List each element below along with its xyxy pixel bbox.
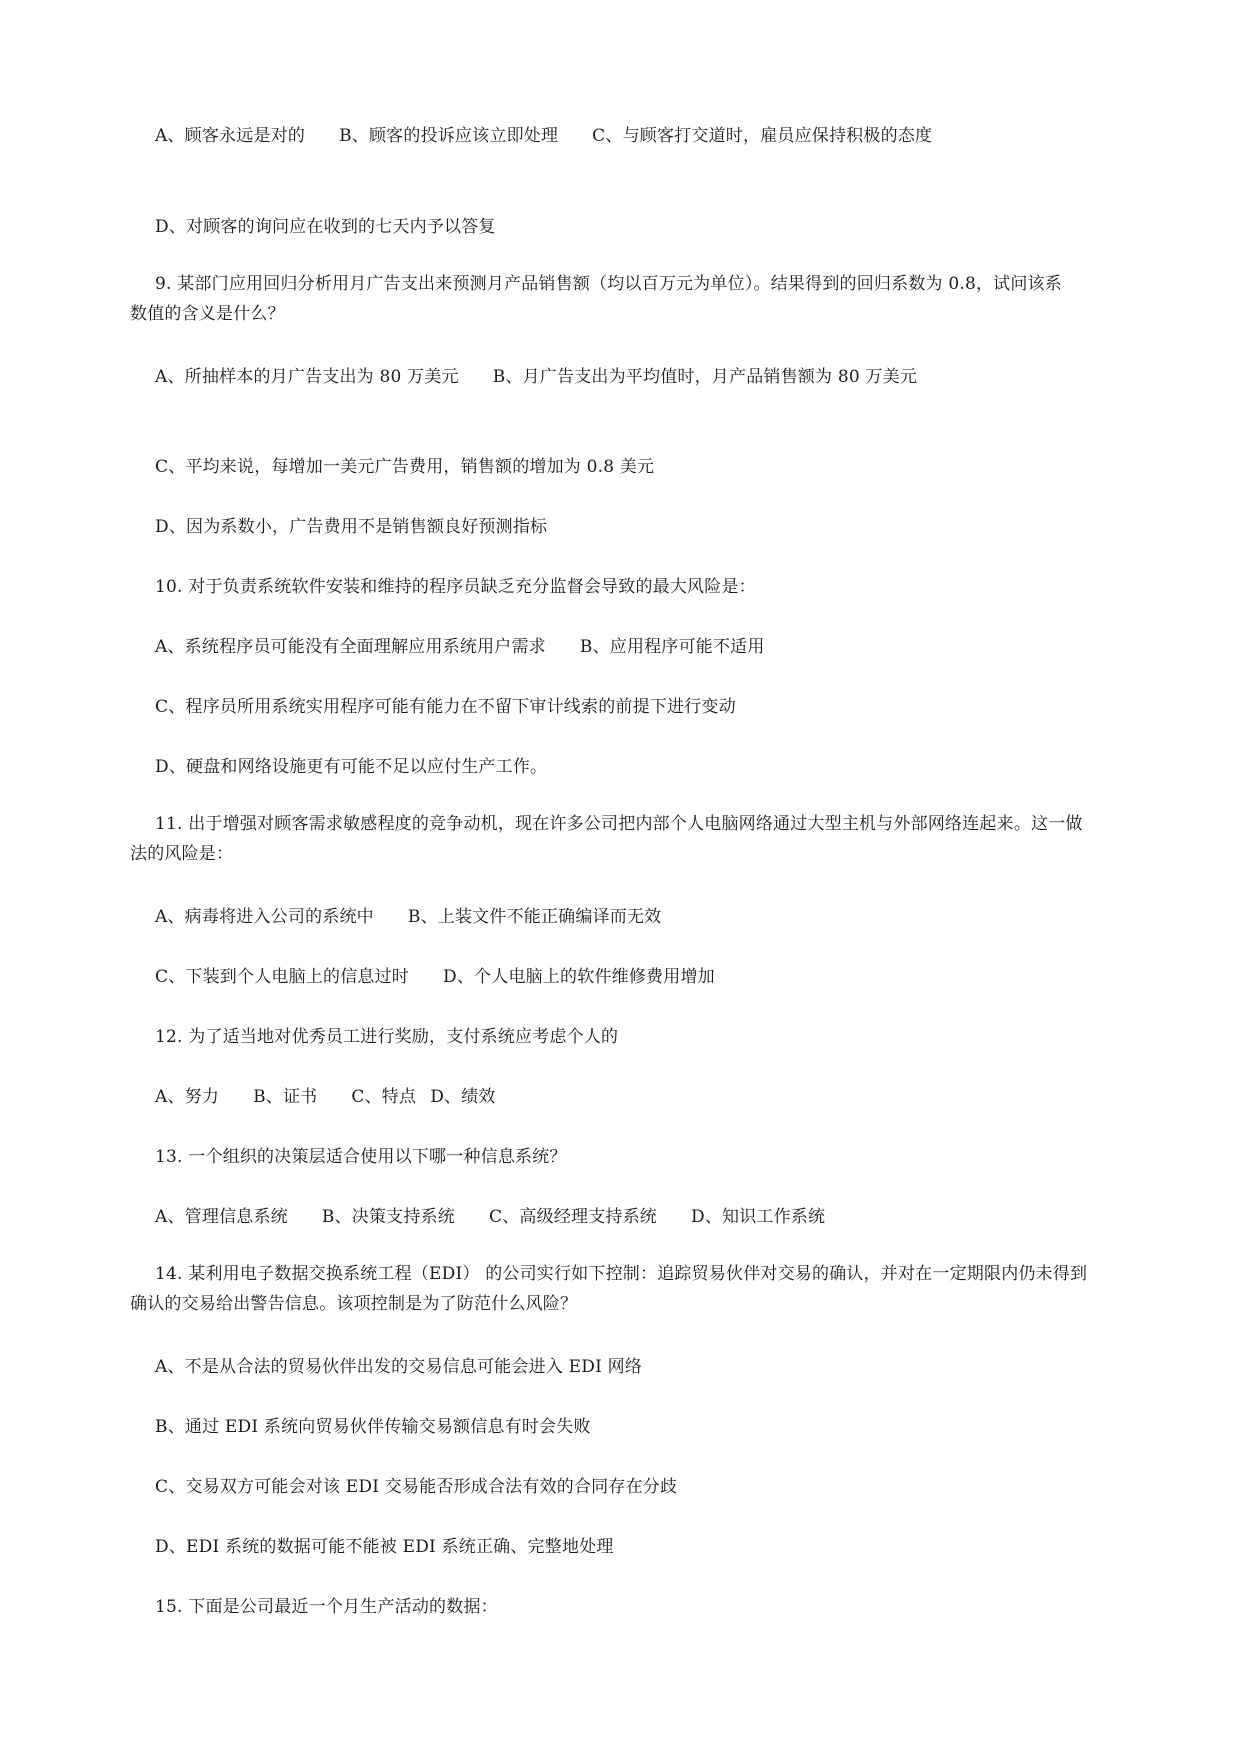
option-a: A、努力 <box>155 1087 220 1107</box>
question-10 <box>155 576 756 598</box>
option-b: B、证书 <box>253 1087 318 1107</box>
question-15 <box>155 1596 498 1618</box>
option-c: C、交易双方可能会对该 EDI 交易能否形成合法有效的合同存在分歧 <box>155 1477 678 1497</box>
option-a: A、管理信息系统 <box>155 1207 288 1227</box>
option-b: B、月广告支出为平均值时，月产品销售额为 80 万美元 <box>492 367 918 387</box>
option-d: D、个人电脑上的软件维修费用增加 <box>443 967 715 987</box>
option-d: D、绩效 <box>430 1087 496 1107</box>
option-b: B、应用程序可能不适用 <box>579 637 765 657</box>
option-c: C、高级经理支持系统 <box>488 1207 657 1227</box>
question-9 <box>130 269 1155 329</box>
option-a: A、病毒将进入公司的系统中 <box>155 907 374 927</box>
option-line-q10-d <box>155 756 547 778</box>
option-line-q11-cd <box>155 966 715 988</box>
option-d: D、因为系数小，广告费用不是销售额良好预测指标 <box>155 517 548 537</box>
option-d: D、硬盘和网络设施更有可能不足以应付生产工作。 <box>155 757 548 777</box>
option-line-q8-abc <box>155 125 932 147</box>
question-14-line-2: 确认的交易给出警告信息。该项控制是为了防范什么风险？ <box>130 1294 578 1314</box>
question-9-line-2: 数值的含义是什么？ <box>130 304 285 324</box>
option-line-q10-ab <box>155 636 765 658</box>
option-line-q8-d <box>155 216 496 238</box>
option-line-q12 <box>155 1086 496 1108</box>
option-c: C、与顾客打交道时，雇员应保持积极的态度 <box>592 126 933 146</box>
question-14 <box>130 1259 1155 1319</box>
option-line-q13 <box>155 1206 825 1228</box>
question-14-line-1: 14. 某利用电子数据交换系统工程（EDI） 的公司实行如下控制：追踪贸易伙伴对交易的确认，并对在一定期限内仍未得到 <box>155 1264 1088 1284</box>
option-b: B、通过 EDI 系统向贸易伙伴传输交易额信息有时会失败 <box>155 1417 591 1437</box>
question-11-line-2: 法的风险是： <box>130 844 234 864</box>
question-11-line-1: 11. 出于增强对顾客需求敏感程度的竞争动机，现在许多公司把内部个人电脑网络通过大型主机与外部网络连起来。这一做 <box>155 814 1083 834</box>
question-11 <box>130 809 1155 869</box>
option-c: C、特点 <box>351 1087 417 1107</box>
option-b: B、上装文件不能正确编译而无效 <box>407 907 662 927</box>
question-12-text: 12. 为了适当地对优秀员工进行奖励，支付系统应考虑个人的 <box>155 1027 619 1047</box>
question-9-line-1: 9. 某部门应用回归分析用月广告支出来预测月产品销售额（均以百万元为单位）。结果得到的回归系数为 0.8，试问该系 <box>155 274 1062 294</box>
option-b: B、决策支持系统 <box>321 1207 455 1227</box>
option-a: A、系统程序员可能没有全面理解应用系统用户需求 <box>155 637 546 657</box>
option-line-q14-a <box>155 1356 642 1378</box>
option-d: D、知识工作系统 <box>691 1207 826 1227</box>
option-line-q10-c <box>155 696 736 718</box>
option-line-q11-ab <box>155 906 661 928</box>
option-c: C、下装到个人电脑上的信息过时 <box>155 967 410 987</box>
question-13-text: 13. 一个组织的决策层适合使用以下哪一种信息系统？ <box>155 1147 567 1167</box>
option-line-q14-c <box>155 1476 677 1498</box>
question-15-text: 15. 下面是公司最近一个月生产活动的数据： <box>155 1597 498 1617</box>
option-a: A、不是从合法的贸易伙伴出发的交易信息可能会进入 EDI 网络 <box>155 1357 643 1377</box>
question-13 <box>155 1146 567 1168</box>
option-a: A、所抽样本的月广告支出为 80 万美元 <box>155 367 459 387</box>
option-line-q9-c <box>155 456 654 478</box>
option-c: C、平均来说，每增加一美元广告费用，销售额的增加为 0.8 美元 <box>155 457 655 477</box>
question-10-text: 10. 对于负责系统软件安装和维持的程序员缺乏充分监督会导致的最大风险是： <box>155 577 756 597</box>
option-line-q9-d <box>155 516 547 538</box>
option-b: B、顾客的投诉应该立即处理 <box>339 126 559 146</box>
option-c: C、程序员所用系统实用程序可能有能力在不留下审计线索的前提下进行变动 <box>155 697 736 717</box>
option-a: A、顾客永远是对的 <box>155 126 306 146</box>
option-line-q14-d <box>155 1536 614 1558</box>
option-line-q9-ab <box>155 366 917 388</box>
option-d: D、EDI 系统的数据可能不能被 EDI 系统正确、完整地处理 <box>155 1537 614 1557</box>
option-d: D、对顾客的询问应在收到的七天内予以答复 <box>155 217 496 237</box>
question-12 <box>155 1026 618 1048</box>
option-line-q14-b <box>155 1416 591 1438</box>
